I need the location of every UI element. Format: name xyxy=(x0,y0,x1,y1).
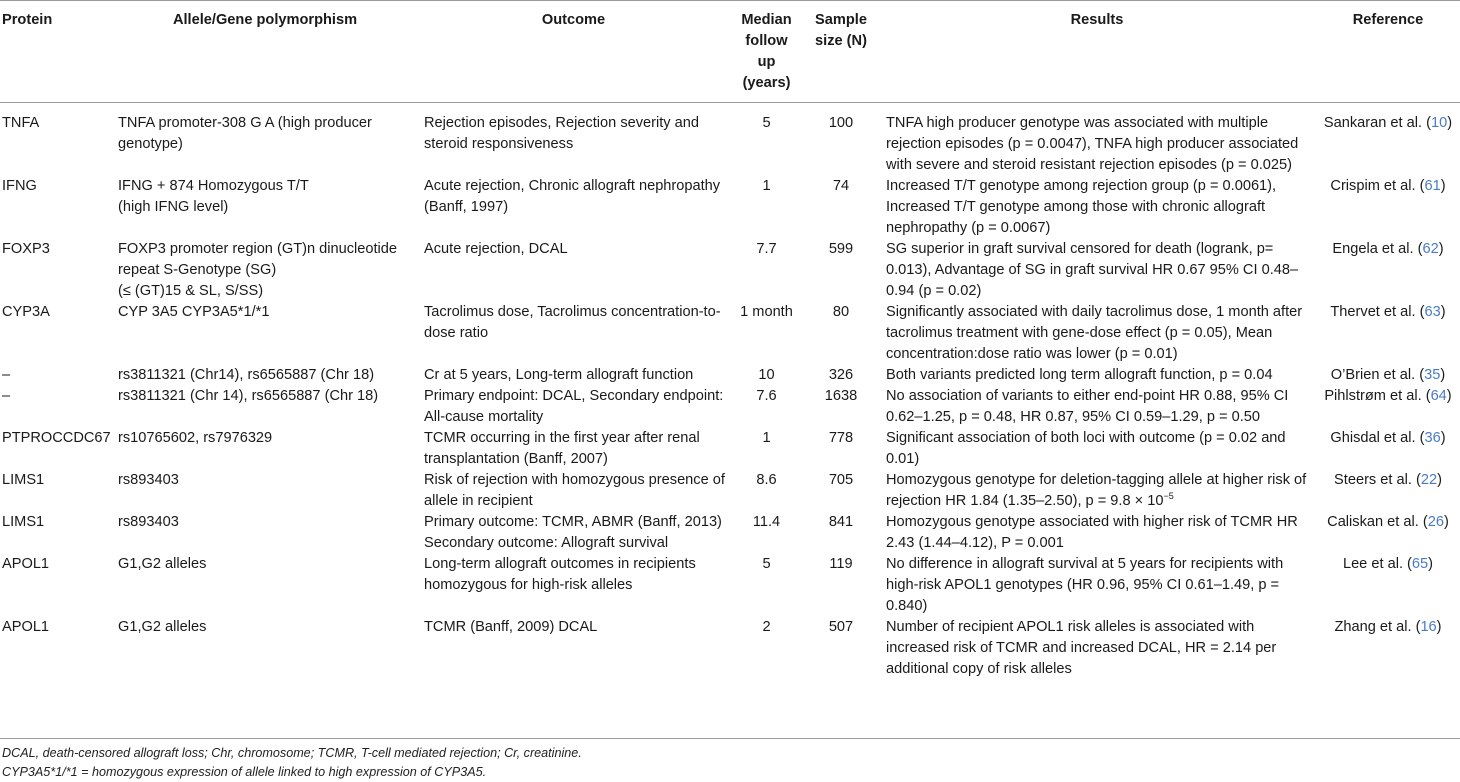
table-row xyxy=(0,512,1460,554)
cell-outcome: Long-term allograft outcomes in recipients homozygous for high-risk alleles xyxy=(424,556,696,593)
cell-results xyxy=(878,428,1316,470)
cell-reference xyxy=(1316,302,1460,365)
reference-author: Crispim et al. ( xyxy=(1330,178,1425,194)
header-protein: Protein xyxy=(2,12,53,28)
cell-sample-size: 80 xyxy=(832,304,850,320)
cell-results xyxy=(878,103,1316,177)
cell-sample-size: 1638 xyxy=(824,388,858,404)
cell-allele: IFNG + 874 Homozygous T/T (high IFNG level) xyxy=(118,178,309,215)
results-text: No association of variants to either end-point HR 0.88, 95% CI 0.62–1.25, p = 0.48, HR 0.87, 95% CI 0.59–1.29, p = 0.50 xyxy=(886,388,1289,425)
table-row xyxy=(0,302,1460,365)
cell-reference xyxy=(1316,365,1460,386)
cell-median-follow-up: 11.4 xyxy=(752,514,781,530)
cell-outcome: Rejection episodes, Rejection severity and steroid responsiveness xyxy=(424,115,700,152)
table-row xyxy=(0,176,1460,239)
cell-allele: rs893403 xyxy=(118,514,179,530)
reference-close-paren: ) xyxy=(1428,556,1434,572)
reference-link[interactable]: 10 xyxy=(1430,115,1448,131)
cell-results xyxy=(878,617,1316,688)
cell-protein: PTPROCCDC67 xyxy=(2,430,111,446)
table-row xyxy=(0,386,1460,428)
cell-sample-size: 705 xyxy=(828,472,854,488)
cell-protein: LIMS1 xyxy=(2,514,45,530)
cell-allele: G1,G2 alleles xyxy=(118,556,207,572)
cell-outcome: Primary endpoint: DCAL, Secondary endpoint: All-cause mortality xyxy=(424,388,724,425)
cell-results xyxy=(878,365,1316,386)
cell-results xyxy=(878,302,1316,365)
cell-allele: CYP 3A5 CYP3A5*1/*1 xyxy=(118,304,270,320)
reference-author: Lee et al. ( xyxy=(1342,556,1412,572)
cell-results xyxy=(878,554,1316,617)
table-row xyxy=(0,428,1460,470)
cell-reference xyxy=(1316,554,1460,617)
reference-author: Thervet et al. ( xyxy=(1330,304,1425,320)
reference-link[interactable]: 64 xyxy=(1430,388,1447,404)
cell-protein: APOL1 xyxy=(2,619,50,635)
reference-link[interactable]: 26 xyxy=(1427,514,1444,530)
cell-reference xyxy=(1316,386,1460,428)
reference-close-paren: ) xyxy=(1437,472,1442,488)
reference-link[interactable]: 22 xyxy=(1420,472,1438,488)
cell-sample-size: 119 xyxy=(829,556,853,572)
cell-sample-size: 599 xyxy=(828,241,854,257)
reference-link[interactable]: 65 xyxy=(1411,556,1429,572)
table-row xyxy=(0,470,1460,512)
reference-author: Ghisdal et al. ( xyxy=(1330,430,1425,446)
cell-median-follow-up: 7.6 xyxy=(756,388,777,404)
cell-allele: rs10765602, rs7976329 xyxy=(118,430,273,446)
cell-reference xyxy=(1316,428,1460,470)
results-text: Significantly associated with daily tacrolimus dose, 1 month after tacrolimus treatment with gene-dose effect (p = 0.05), Mean concentration:dose ratio was lower (p = 0.01) xyxy=(886,304,1303,362)
reference-close-paren: ) xyxy=(1443,514,1449,530)
table-row xyxy=(0,103,1460,177)
cell-sample-size: 778 xyxy=(828,430,854,446)
results-text: Homozygous genotype for deletion-tagging allele at higher risk of rejection HR 1.84 (1.35–2.50), p = 9.8 × 10 xyxy=(886,472,1307,509)
header-allele: Allele/Gene polymorphism xyxy=(172,12,358,28)
table-row xyxy=(0,617,1460,688)
results-superscript: −5 xyxy=(1163,491,1174,502)
header-reference: Reference xyxy=(1352,12,1424,28)
cell-median-follow-up: 2 xyxy=(762,619,771,635)
cell-median-follow-up: 1 xyxy=(762,430,771,446)
cell-median-follow-up: 7.7 xyxy=(756,241,777,257)
reference-link[interactable]: 36 xyxy=(1424,430,1441,446)
reference-author: Pihlstrøm et al. ( xyxy=(1324,388,1431,404)
cell-sample-size: 841 xyxy=(828,514,854,530)
cell-outcome: Cr at 5 years, Long-term allograft function xyxy=(424,367,694,383)
reference-close-paren: ) xyxy=(1447,115,1453,131)
reference-author: O’Brien et al. ( xyxy=(1330,367,1425,383)
cell-outcome: Risk of rejection with homozygous presence of allele in recipient xyxy=(424,472,725,509)
header-results: Results xyxy=(1070,12,1124,28)
reference-author: Steers et al. ( xyxy=(1334,472,1421,488)
cell-protein: – xyxy=(2,367,11,383)
cell-allele: rs893403 xyxy=(118,472,179,488)
table-row xyxy=(0,365,1460,386)
cell-sample-size: 507 xyxy=(828,619,854,635)
cell-outcome: Acute rejection, Chronic allograft nephropathy (Banff, 1997) xyxy=(424,178,721,215)
reference-link[interactable]: 16 xyxy=(1420,619,1437,635)
results-text: Number of recipient APOL1 risk alleles is associated with increased risk of TCMR and increased DCAL, HR = 2.14 per additional copy of risk alleles xyxy=(886,619,1277,677)
reference-close-paren: ) xyxy=(1440,178,1446,194)
header-median-follow-up: Median follow up (years) xyxy=(741,12,792,91)
cell-outcome: TCMR occurring in the first year after renal transplantation (Banff, 2007) xyxy=(424,430,700,467)
cell-outcome: Tacrolimus dose, Tacrolimus concentration-to-dose ratio xyxy=(424,304,721,341)
cell-outcome: TCMR (Banff, 2009) DCAL xyxy=(424,619,598,635)
results-text: Both variants predicted long term allograft function, p = 0.04 xyxy=(886,367,1273,383)
reference-link[interactable]: 63 xyxy=(1424,304,1441,320)
reference-link[interactable]: 62 xyxy=(1422,241,1439,257)
cell-reference xyxy=(1316,512,1460,554)
table-row xyxy=(0,554,1460,617)
reference-link[interactable]: 35 xyxy=(1424,367,1441,383)
results-text: No difference in allograft survival at 5 years for recipients with high-risk APOL1 genotypes (HR 0.96, 95% CI 0.61–1.49, p = 0.840) xyxy=(886,556,1284,614)
cell-sample-size: 326 xyxy=(828,367,854,383)
cell-allele: rs3811321 (Chr 14), rs6565887 (Chr 18) xyxy=(118,388,379,404)
cell-allele: rs3811321 (Chr14), rs6565887 (Chr 18) xyxy=(118,367,375,383)
cell-median-follow-up: 10 xyxy=(758,367,775,383)
cell-allele: TNFA promoter-308 G A (high producer genotype) xyxy=(118,115,372,152)
results-text: Homozygous genotype associated with higher risk of TCMR HR 2.43 (1.44–4.12), P = 0.001 xyxy=(886,514,1298,551)
reference-close-paren: ) xyxy=(1440,430,1446,446)
cell-allele: FOXP3 promoter region (GT)n dinucleotide repeat S-Genotype (SG) (≤ (GT)15 & SL, S/SS) xyxy=(118,241,398,299)
footnote-abbreviations: DCAL, death-censored allograft loss; Chr, chromosome; TCMR, T-cell mediated rejection; Cr, creatinine. xyxy=(2,746,582,760)
cell-sample-size: 74 xyxy=(832,178,850,194)
cell-reference xyxy=(1316,103,1460,177)
cell-protein: – xyxy=(2,388,11,404)
reference-link[interactable]: 61 xyxy=(1424,178,1441,194)
cell-results xyxy=(878,512,1316,554)
cell-results xyxy=(878,470,1316,512)
cell-protein: LIMS1 xyxy=(2,472,45,488)
cell-reference xyxy=(1316,176,1460,239)
results-text: TNFA high producer genotype was associated with multiple rejection episodes (p = 0.0047), TNFA high producer associated with severe and steroid resistant rejection episodes (p = 0.025) xyxy=(886,115,1299,173)
cell-results xyxy=(878,239,1316,302)
reference-close-paren: ) xyxy=(1440,367,1446,383)
cell-results xyxy=(878,176,1316,239)
header-outcome: Outcome xyxy=(541,12,606,28)
cell-reference xyxy=(1316,470,1460,512)
table-body xyxy=(0,103,1460,689)
reference-author: Engela et al. ( xyxy=(1332,241,1423,257)
reference-close-paren: ) xyxy=(1438,241,1444,257)
reference-author: Caliskan et al. ( xyxy=(1327,514,1428,530)
table-row xyxy=(0,239,1460,302)
reference-author: Sankaran et al. ( xyxy=(1323,115,1431,131)
cell-protein: CYP3A xyxy=(2,304,50,320)
results-text: Increased T/T genotype among rejection group (p = 0.0061), Increased T/T genotype among those with chronic allograft nephropathy (p = 0.0067) xyxy=(886,178,1277,236)
cell-median-follow-up: 1 month xyxy=(740,304,793,320)
reference-close-paren: ) xyxy=(1446,388,1452,404)
reference-close-paren: ) xyxy=(1436,619,1442,635)
cell-protein: FOXP3 xyxy=(2,241,50,257)
cell-results xyxy=(878,386,1316,428)
cell-sample-size: 100 xyxy=(828,115,854,131)
cell-median-follow-up: 5 xyxy=(762,556,771,572)
cell-reference xyxy=(1316,239,1460,302)
header-sample-size: Sample size (N) xyxy=(815,12,867,49)
footnote-cyp3a5: CYP3A5*1/*1 = homozygous expression of allele linked to high expression of CYP3A5. xyxy=(2,765,487,779)
cell-allele: G1,G2 alleles xyxy=(118,619,207,635)
reference-author: Zhang et al. ( xyxy=(1334,619,1421,635)
cell-median-follow-up: 5 xyxy=(762,115,771,131)
cell-outcome: Primary outcome: TCMR, ABMR (Banff, 2013) Secondary outcome: Allograft survival xyxy=(424,514,722,551)
results-text: SG superior in graft survival censored for death (logrank, p= 0.013), Advantage of SG in graft survival HR 0.67 95% CI 0.48–0.94 (p = 0.02) xyxy=(886,241,1299,299)
cell-median-follow-up: 8.6 xyxy=(756,472,777,488)
cell-protein: APOL1 xyxy=(2,556,50,572)
cell-reference xyxy=(1316,617,1460,688)
reference-close-paren: ) xyxy=(1440,304,1446,320)
table-header-row xyxy=(0,1,1460,103)
cell-protein: IFNG xyxy=(2,178,37,194)
cell-outcome: Acute rejection, DCAL xyxy=(424,241,568,257)
cell-median-follow-up: 1 xyxy=(762,178,771,194)
results-text: Significant association of both loci with outcome (p = 0.02 and 0.01) xyxy=(886,430,1286,467)
cell-protein: TNFA xyxy=(2,115,40,131)
table-bottom-rule xyxy=(0,738,1460,739)
